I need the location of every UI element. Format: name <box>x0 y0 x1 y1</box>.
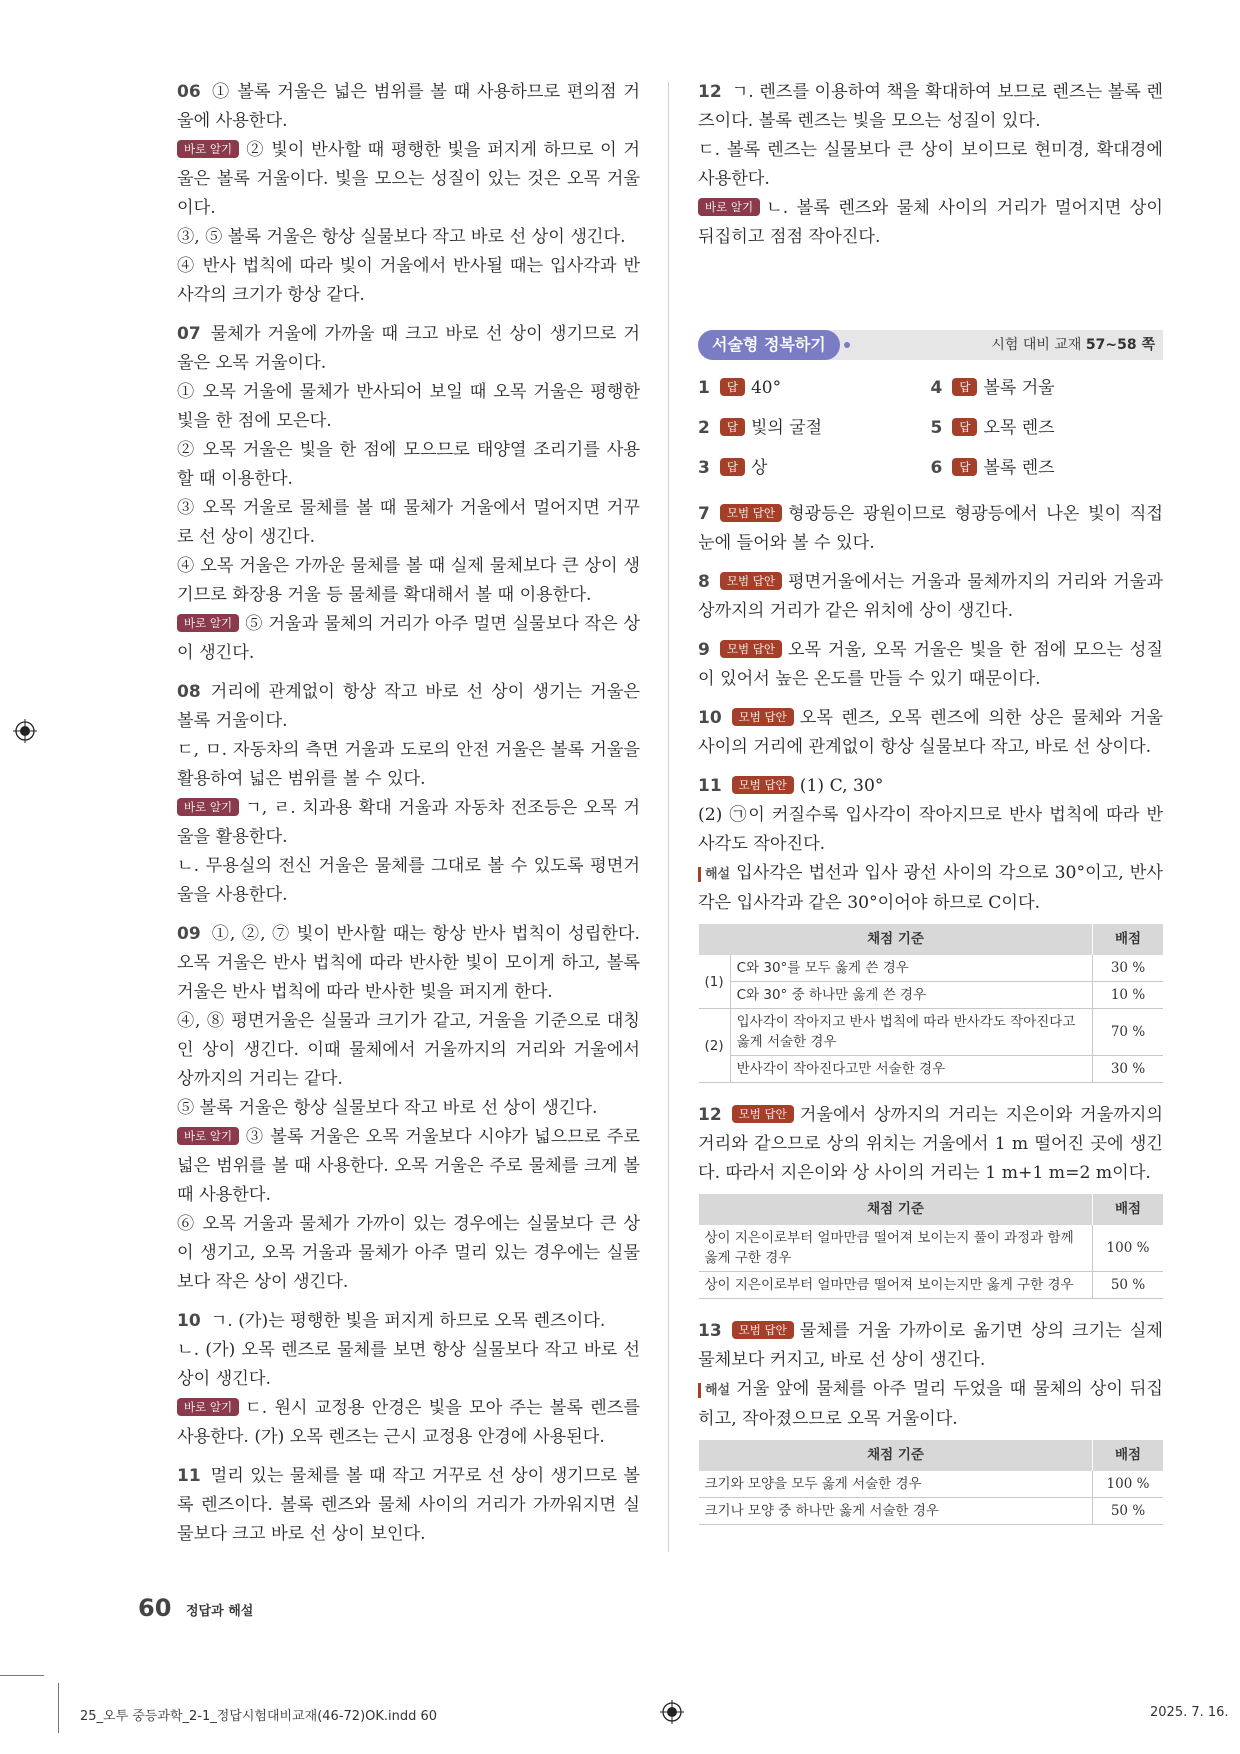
answer-text: ② 오목 거울은 빛을 한 점에 모으므로 태양열 조리기를 사용할 때 이용한다. <box>177 440 640 489</box>
answer-text: ㄴ. (가) 오목 렌즈로 물체를 보면 항상 실물보다 작고 바로 선 상이 생긴다. <box>177 1340 640 1389</box>
model-answer-tag: 모범 답안 <box>732 1321 794 1339</box>
model-answer-tag: 모범 답안 <box>720 640 782 658</box>
answer-paragraph <box>698 78 1163 136</box>
answer-item-11 <box>177 1462 640 1549</box>
answer-paragraph <box>177 610 640 668</box>
item-number: 12 <box>698 82 722 102</box>
item-number: 6 <box>930 458 943 478</box>
short-answer-text: 볼록 렌즈 <box>983 458 1055 478</box>
right-column <box>698 78 1163 1543</box>
correction-tag: 바로 알기 <box>177 1398 239 1416</box>
answer-paragraph <box>177 1394 640 1452</box>
scoring-table-13 <box>698 1440 1163 1525</box>
answer-paragraph <box>177 1336 640 1394</box>
answer-text: ㄷ. 원시 교정용 안경은 빛을 모아 주는 볼록 렌즈를 사용한다. (가) 오목 렌즈는 근시 교정용 안경에 사용된다. <box>177 1398 640 1447</box>
table-cell: 크기와 모양을 모두 옳게 서술한 경우 <box>699 1471 1093 1498</box>
explanation-tag: 해설 <box>698 1383 730 1398</box>
table-cell: 100 % <box>1093 1471 1164 1498</box>
answer-item-10: 10 모범 답안 오목 렌즈, 오목 렌즈에 의한 상은 물체와 거울 사이의 거리에 관계없이 항상 실물보다 작고, 바로 선 상이다. <box>698 708 1163 757</box>
answer-item-9: 9 모범 답안 오목 거울, 오목 거울은 빛을 한 점에 모으는 성질이 있어서 높은 온도를 만들 수 있기 때문이다. <box>698 640 1163 689</box>
left-column <box>177 78 640 1559</box>
answer-tag: 답 <box>720 378 745 396</box>
score-header: 배점 <box>1093 924 1164 955</box>
page-number: 60 <box>138 1594 172 1622</box>
answer-text: ⑤ 볼록 거울은 항상 실물보다 작고 바로 선 상이 생긴다. <box>177 1098 598 1118</box>
answer-text: ③ 오목 거울로 물체를 볼 때 물체가 거울에서 멀어지면 거꾸로 선 상이 생긴다. <box>177 498 640 547</box>
answer-text: ㄱ, ㄹ. 치과용 확대 거울과 자동차 전조등은 오목 거울을 활용한다. <box>177 798 640 847</box>
short-answer-grid <box>698 374 1163 482</box>
item-number: 09 <box>177 924 201 944</box>
crop-mark <box>58 1683 59 1733</box>
section-title: 서술형 정복하기 <box>698 330 840 360</box>
model-answer-tag: 모범 답안 <box>732 1105 794 1123</box>
print-slug-date: 2025. 7. 16. <box>1150 1705 1229 1720</box>
answer-paragraph <box>177 136 640 223</box>
answer-paragraph <box>177 436 640 494</box>
scoring-table-11 <box>698 924 1163 1083</box>
crop-mark <box>0 1675 44 1676</box>
item-number: 06 <box>177 82 201 102</box>
answer-text: ①, ②, ⑦ 빛이 반사할 때는 항상 반사 법칙이 성립한다. 오목 거울은 반사 법칙에 따라 반사한 빛이 모이게 하고, 볼록 거울은 반사 법칙에 따라 반사한 빛을 퍼지게 한다. <box>177 924 640 1002</box>
answer-paragraph <box>177 378 640 436</box>
answer-paragraph <box>177 252 640 310</box>
score-header: 배점 <box>1093 1194 1164 1225</box>
answer-text: 멀리 있는 물체를 볼 때 작고 거꾸로 선 상이 생기므로 볼록 렌즈이다. 볼록 렌즈와 물체 사이의 거리가 가까워지면 실물보다 크고 바로 선 상이 보인다. <box>177 1466 640 1544</box>
table-cell: 70 % <box>1093 1009 1164 1056</box>
answer-tag: 답 <box>720 458 745 476</box>
table-cell: 10 % <box>1093 982 1164 1009</box>
answer-text: ③, ⑤ 볼록 거울은 항상 실물보다 작고 바로 선 상이 생긴다. <box>177 227 626 247</box>
answer-text: ② 빛이 반사할 때 평행한 빛을 퍼지게 하므로 이 거울은 볼록 거울이다. 빛을 모으는 성질이 있는 것은 오목 거울이다. <box>177 140 640 218</box>
answer-item-12-essay: 12 모범 답안 거울에서 상까지의 거리는 지은이와 거울까지의 거리와 같으므로 상의 위치는 거울에서 1 m 떨어진 곳에 생긴다. 따라서 지은이와 상 사이의 거리는 1 m+1 m=2 m이다. 채점 기준 배점 상이 지은이로부터 얼마만큼 떨어져 보이는지 풀이 과정과 함께 옳게 구한 경우 100 % 상이 지은이로부터 얼마만큼 떨어져 보이는지만 옳게 구한 경우 50 % <box>698 1101 1163 1299</box>
item-number: 10 <box>177 1311 201 1331</box>
table-cell: C와 30°를 모두 옳게 쓴 경우 <box>730 955 1092 982</box>
answer-tag: 답 <box>952 418 977 436</box>
answer-paragraph <box>177 1123 640 1210</box>
answer-item-8: 8 모범 답안 평면거울에서는 거울과 물체까지의 거리와 거울과 상까지의 거리가 같은 위치에 상이 생긴다. <box>698 572 1163 621</box>
correction-tag: 바로 알기 <box>177 1127 239 1145</box>
answer-text: 물체가 거울에 가까울 때 크고 바로 선 상이 생기므로 거울은 오목 거울이다. <box>177 324 640 373</box>
answer-paragraph <box>177 1210 640 1297</box>
banner-dot-icon <box>844 342 850 348</box>
table-cell: 상이 지은이로부터 얼마만큼 떨어져 보이는지 풀이 과정과 함께 옳게 구한 경우 <box>699 1225 1093 1272</box>
registration-mark-icon <box>13 719 37 743</box>
answer-text: 거리에 관계없이 항상 작고 바로 선 상이 생기는 거울은 볼록 거울이다. <box>177 682 640 731</box>
score-header: 배점 <box>1093 1440 1164 1471</box>
answer-paragraph <box>177 1307 640 1336</box>
item-number: 07 <box>177 324 201 344</box>
short-answer-item <box>931 374 1164 402</box>
criteria-header: 채점 기준 <box>699 1440 1093 1471</box>
answer-text: ④ 반사 법칙에 따라 빛이 거울에서 반사될 때는 입사각과 반사각의 크기가 항상 같다. <box>177 256 640 305</box>
answer-text: ④ 오목 거울은 가까운 물체를 볼 때 실제 물체보다 큰 상이 생기므로 화장용 거울 등 물체를 확대해서 볼 때 이용한다. <box>177 556 640 605</box>
answer-text: ① 오목 거울에 물체가 반사되어 보일 때 오목 거울은 평행한 빛을 한 점에 모은다. <box>177 382 640 431</box>
answer-paragraph <box>177 852 640 910</box>
answer-item-08 <box>177 678 640 910</box>
registration-mark-icon <box>660 1700 684 1724</box>
table-cell: 입사각이 작아지고 반사 법칙에 따라 반사각도 작아진다고 옳게 서술한 경우 <box>730 1009 1092 1056</box>
answer-text: ㄱ. (가)는 평행한 빛을 퍼지게 하므로 오목 렌즈이다. <box>210 1311 606 1331</box>
answer-text: ㄷ, ㅁ. 자동차의 측면 거울과 도로의 안전 거울은 볼록 거울을 활용하여 넓은 범위를 볼 수 있다. <box>177 740 640 789</box>
print-slug-filename: 25_오투 중등과학_2-1_정답시험대비교재(46-72)OK.indd 60 <box>80 1709 438 1724</box>
answer-tag: 답 <box>952 378 977 396</box>
short-answer-item <box>931 414 1164 442</box>
correction-tag: 바로 알기 <box>177 798 239 816</box>
answer-paragraph <box>177 678 640 736</box>
short-answer-text: 상 <box>750 458 768 478</box>
answer-item-12 <box>698 78 1163 252</box>
answer-text: ④, ⑧ 평면거울은 실물과 크기가 같고, 거울을 기준으로 대칭인 상이 생긴다. 이때 물체에서 거울까지의 거리와 거울에서 상까지의 거리는 같다. <box>177 1011 640 1089</box>
item-number: 2 <box>698 418 710 438</box>
item-number: 11 <box>177 1466 201 1486</box>
item-number: 08 <box>177 682 201 702</box>
criteria-header: 채점 기준 <box>699 1194 1093 1225</box>
answer-paragraph <box>177 494 640 552</box>
short-answer-text: 40° <box>750 378 782 398</box>
page-footer-label: 정답과 해설 <box>186 1604 254 1619</box>
item-number: 3 <box>698 458 710 478</box>
answer-item-11: 11 모범 답안 (1) C, 30° (2) ㉠이 커질수록 입사각이 작아지므로 반사 법칙에 따라 반사각도 작아진다. 해설 입사각은 법선과 입사 광선 사이의 각으로 30°이고, 반사각은 입사각과 같은 30°이어야 하므로 C이다. 채점 기준 배점 (1) C와 30°를 모두 옳게 쓴 경우 30 % C와 30° 중 하나만 옳게 쓴 경우 10 % (2) 입사각이 작아지고 반사 법칙에 따라 반사각도 작아진다고 옳게 서술한 경우 70 % 반사각이 작아진다고만 서술한 경우 30 % <box>698 772 1163 1083</box>
correction-tag: 바로 알기 <box>698 198 760 216</box>
answer-item-10 <box>177 1307 640 1452</box>
answer-paragraph <box>177 1094 640 1123</box>
answer-text: ㄴ. 무용실의 전신 거울은 물체를 그대로 볼 수 있도록 평면거울을 사용한다. <box>177 856 640 905</box>
short-answer-item <box>698 374 931 402</box>
item-number: 1 <box>698 378 710 398</box>
correction-tag: 바로 알기 <box>177 140 239 158</box>
answer-item-13: 13 모범 답안 물체를 거울 가까이로 옮기면 상의 크기는 실제 물체보다 커지고, 바로 선 상이 생긴다. 해설 거울 앞에 물체를 아주 멀리 두었을 때 물체의 상이 뒤집히고, 작아졌으므로 오목 거울이다. 채점 기준 배점 크기와 모양을 모두 옳게 서술한 경우 100 % 크기나 모양 중 하나만 옳게 서술한 경우 50 % <box>698 1317 1163 1525</box>
short-answer-text: 오목 렌즈 <box>983 418 1055 438</box>
answer-paragraph <box>177 1007 640 1094</box>
answer-tag: 답 <box>720 418 745 436</box>
answer-paragraph <box>177 736 640 794</box>
correction-tag: 바로 알기 <box>177 614 239 632</box>
answer-paragraph <box>698 136 1163 194</box>
table-cell: 100 % <box>1093 1225 1164 1272</box>
table-cell: 30 % <box>1093 1056 1164 1083</box>
answer-item-09 <box>177 920 640 1297</box>
short-answer-text: 볼록 거울 <box>983 378 1055 398</box>
answer-paragraph <box>177 794 640 852</box>
answer-paragraph <box>177 1462 640 1549</box>
table-cell: 상이 지은이로부터 얼마만큼 떨어져 보이는지만 옳게 구한 경우 <box>699 1272 1093 1299</box>
item-number: 5 <box>930 418 943 438</box>
short-answer-text: 빛의 굴절 <box>750 418 823 438</box>
item-number: 4 <box>930 378 943 398</box>
answer-text: ㄱ. 렌즈를 이용하여 책을 확대하여 보므로 렌즈는 볼록 렌즈이다. 볼록 렌즈는 빛을 모으는 성질이 있다. <box>698 82 1163 131</box>
section-banner <box>698 330 1163 360</box>
model-answer-tag: 모범 답안 <box>720 504 782 522</box>
answer-paragraph <box>698 194 1163 252</box>
short-answer-item <box>931 454 1164 482</box>
answer-item-07 <box>177 320 640 668</box>
short-answer-item <box>698 454 931 482</box>
textbook-reference: 시험 대비 교재 57~58 쪽 <box>991 337 1155 353</box>
answer-text: ㄴ. 볼록 렌즈와 물체 사이의 거리가 멀어지면 상이 뒤집히고 점점 작아진다. <box>698 198 1163 247</box>
answer-text: ⑥ 오목 거울과 물체가 가까이 있는 경우에는 실물보다 큰 상이 생기고, 오목 거울과 물체가 아주 멀리 있는 경우에는 실물보다 작은 상이 생긴다. <box>177 1214 640 1292</box>
model-answer-tag: 모범 답안 <box>732 776 794 794</box>
criteria-header: 채점 기준 <box>699 924 1093 955</box>
answer-paragraph <box>177 552 640 610</box>
table-cell: 50 % <box>1093 1272 1164 1299</box>
table-group-label: (2) <box>699 1009 731 1083</box>
answer-item-7: 7 모범 답안 형광등은 광원이므로 형광등에서 나온 빛이 직접 눈에 들어와 볼 수 있다. <box>698 504 1163 553</box>
table-cell: 50 % <box>1093 1498 1164 1525</box>
table-cell: C와 30° 중 하나만 옳게 쓴 경우 <box>730 982 1092 1009</box>
answer-paragraph <box>177 223 640 252</box>
column-divider <box>668 82 669 1552</box>
answer-tag: 답 <box>952 458 977 476</box>
answer-text: ⑤ 거울과 물체의 거리가 아주 멀면 실물보다 작은 상이 생긴다. <box>177 614 640 663</box>
model-answer-tag: 모범 답안 <box>732 708 794 726</box>
answer-text: ㄷ. 볼록 렌즈는 실물보다 큰 상이 보이므로 현미경, 확대경에 사용한다. <box>698 140 1163 189</box>
table-cell: 크기나 모양 중 하나만 옳게 서술한 경우 <box>699 1498 1093 1525</box>
answer-paragraph <box>177 78 640 136</box>
short-answer-item <box>698 414 931 442</box>
answer-text: ① 볼록 거울은 넓은 범위를 볼 때 사용하므로 편의점 거울에 사용한다. <box>177 82 640 131</box>
model-answer-tag: 모범 답안 <box>720 572 782 590</box>
table-cell: 반사각이 작아진다고만 서술한 경우 <box>730 1056 1092 1083</box>
table-cell: 30 % <box>1093 955 1164 982</box>
table-group-label: (1) <box>699 955 731 1009</box>
answer-paragraph <box>177 320 640 378</box>
explanation-tag: 해설 <box>698 867 730 882</box>
answer-paragraph <box>177 920 640 1007</box>
answer-item-06 <box>177 78 640 310</box>
answer-text: ③ 볼록 거울은 오목 거울보다 시야가 넓으므로 주로 넓은 범위를 볼 때 사용한다. 오목 거울은 주로 물체를 크게 볼 때 사용한다. <box>177 1127 640 1205</box>
scoring-table-12 <box>698 1194 1163 1299</box>
